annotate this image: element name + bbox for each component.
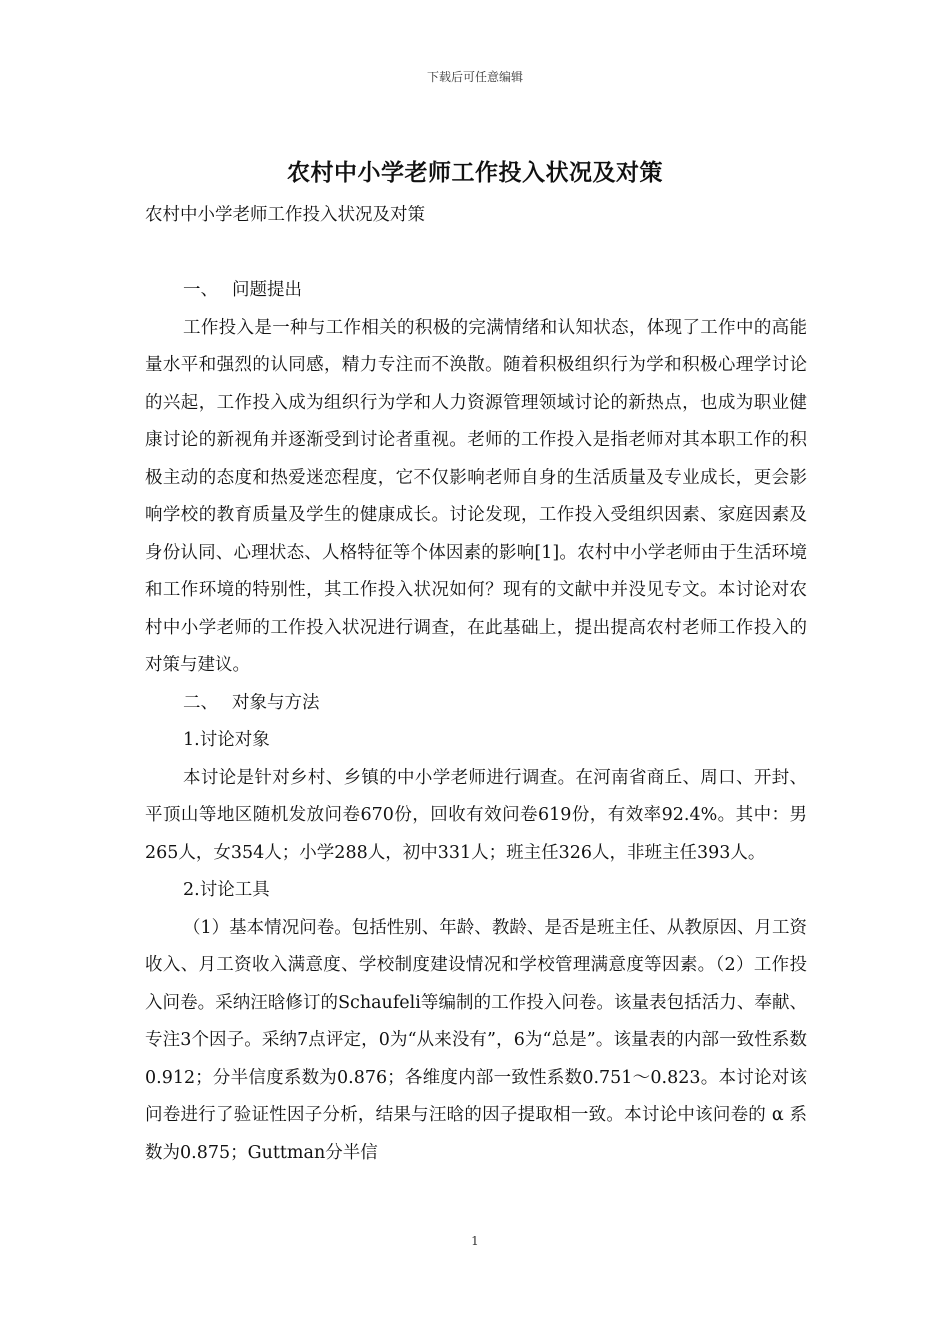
section-heading-1 <box>145 272 807 310</box>
document-body <box>145 272 807 1172</box>
section-number-2: 二、 <box>183 692 218 713</box>
paragraph-tools: （1）基本情况问卷。包括性别、年龄、教龄、是否是班主任、从教原因、月工资收入、月工资收入满意度、学校制度建设情况和学校管理满意度等因素。（2）工作投入问卷。采纳汪晗修订的Schaufeli等编制的工作投入问卷。该量表包括活力、奉献、专注3个因子。采纳7点评定，0为“从来没有”，6为“总是”。该量表的内部一致性系数0.912；分半信度系数为0.876；各维度内部一致性系数0.751～0.823。本讨论对该问卷进行了验证性因子分析，结果与汪晗的因子提取相一致。本讨论中该问卷的 α 系数为0.875；Guttman分半信 <box>145 917 807 1163</box>
section-title-1: 问题提出 <box>232 280 302 300</box>
section-heading-2 <box>145 685 807 723</box>
document-title: 农村中小学老师工作投入状况及对策 <box>287 159 663 186</box>
section-number-1: 一、 <box>183 280 218 300</box>
subsection-heading-objects: 1.讨论对象 <box>183 730 270 750</box>
paragraph-objects: 本讨论是针对乡村、乡镇的中小学老师进行调查。在河南省商丘、周口、开封、平顶山等地区随机发放问卷670份，回收有效问卷619份，有效率92.4%。其中：男265人，女354人；小学288人，初中331人；班主任326人，非班主任393人。 <box>145 767 807 863</box>
header-note: 下载后可任意编辑 <box>426 70 523 84</box>
document-subtitle: 农村中小学老师工作投入状况及对策 <box>145 205 425 225</box>
paragraph-intro: 工作投入是一种与工作相关的积极的完满情绪和认知状态，体现了工作中的高能量水平和强烈的认同感，精力专注而不涣散。随着积极组织行为学和积极心理学讨论的兴起，工作投入成为组织行为学和人力资源管理领域讨论的新热点，也成为职业健康讨论的新视角并逐渐受到讨论者重视。老师的工作投入是指老师对其本职工作的积极主动的态度和热爱迷恋程度，它不仅影响老师自身的生活质量及专业成长，更会影响学校的教育质量及学生的健康成长。讨论发现，工作投入受组织因素、家庭因素及身份认同、心理状态、人格特征等个体因素的影响[1]。农村中小学老师由于生活环境和工作环境的特别性，其工作投入状况如何？现有的文献中并没见专文。本讨论对农村中小学老师的工作投入状况进行调查，在此基础上，提出提高农村老师工作投入的对策与建议。 <box>145 317 807 675</box>
section-title-2: 对象与方法 <box>232 692 320 713</box>
page-number: 1 <box>471 1234 479 1248</box>
subsection-heading-tools: 2.讨论工具 <box>183 880 270 900</box>
